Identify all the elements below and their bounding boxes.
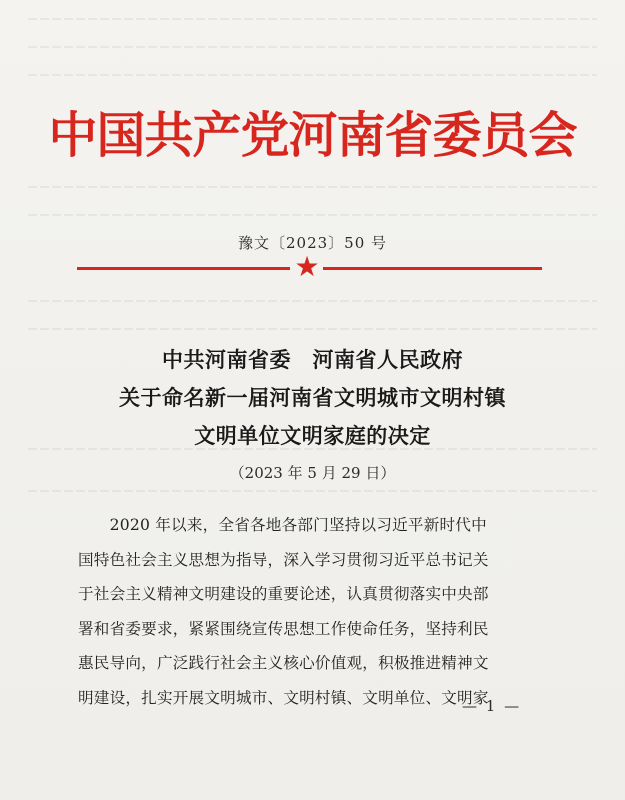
body-line: 明建设，扎实开展文明城市、文明村镇、文明单位、文明家 [78,688,489,707]
document-number: 豫文〔2023〕50 号 [237,234,388,252]
show-through-line [28,186,597,188]
body-line: 2020 年以来，全省各地各部门坚持以习近平新时代中 [78,516,487,534]
show-through-line [28,46,597,48]
red-star-icon: ★ [294,250,320,283]
issue-date: （2023 年 5 月 29 日） [229,464,396,482]
body-paragraph [78,508,550,715]
title-line-1: 中共河南省委 河南省人民政府 [162,348,463,372]
show-through-line [28,328,597,330]
red-rule-right [323,267,542,270]
red-masthead: 中国共产党河南省委员会 [48,107,577,164]
show-through-line [28,214,597,216]
title-line-3: 文明单位文明家庭的决定 [194,424,431,448]
red-rule-left [77,267,290,270]
title-line-2: 关于命名新一届河南省文明城市文明村镇 [119,386,506,410]
show-through-line [28,490,597,492]
show-through-line [28,74,597,76]
body-line: 惠民导向，广泛践行社会主义核心价值观，积极推进精神文 [78,654,489,672]
body-line: 署和省委要求，紧紧围绕宣传思想工作使命任务，坚持利民 [78,619,489,638]
body-line: 于社会主义精神文明建设的重要论述，认真贯彻落实中央部 [78,585,489,603]
body-line: 国特色社会主义思想为指导，深入学习贯彻习近平总书记关 [78,550,489,569]
show-through-line [28,300,597,302]
show-through-line [28,18,597,20]
page-number: — 1 — [462,697,522,715]
